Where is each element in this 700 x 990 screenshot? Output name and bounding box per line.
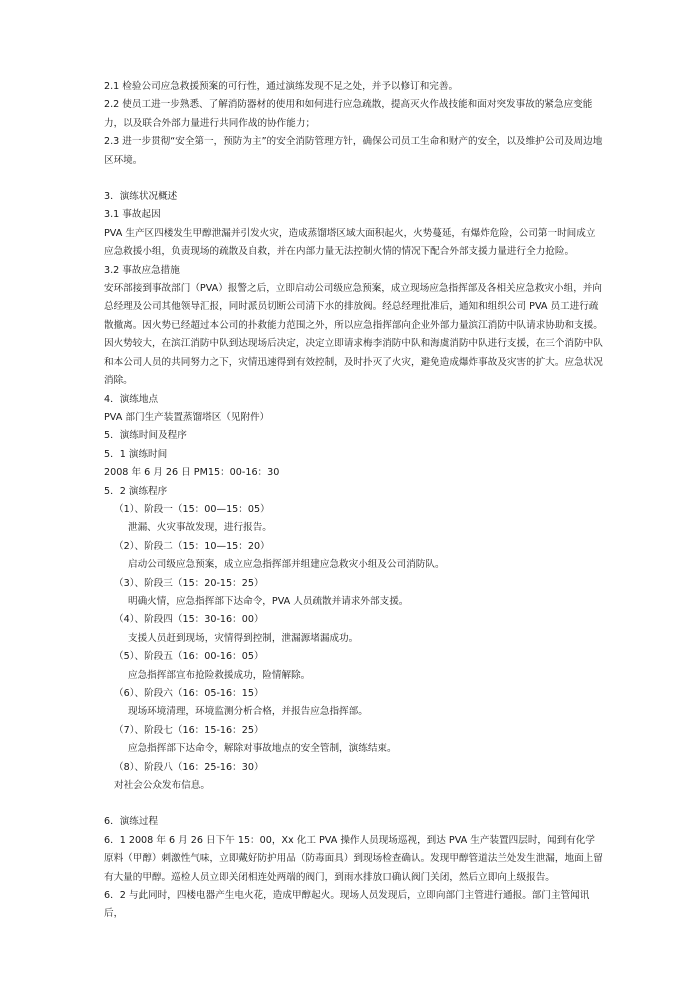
paragraph: 6．演练过程 [104,816,159,828]
list-item-detail: 应急指挥部宣布抢险救援成功，险情解除。 [128,669,311,681]
paragraph: 5．2 演练程序 [104,485,168,497]
spacer [104,170,604,188]
paragraph: PVA 生产区四楼发生甲醇泄漏并引发火灾，造成蒸馏塔区域大面积起火，火势蔓延，有爆炸危险，公司第一时间成立应急救援小组，负责现场的疏散及自救，并在内部力量无法控制火情的情况下配合外部支援力量进行全力抢险。 [104,227,596,258]
list-item-detail: 启动公司级应急预案，成立应急指挥部并组建应急救灾小组及公司消防队。 [128,559,445,571]
list-item-heading: （7）、阶段七（16：15-16：25） [114,724,264,736]
spacer [104,795,604,813]
list-item-heading: （2）、阶段二（15：10—15：20） [114,540,270,552]
list-item-heading: （5）、阶段五（16：00-16：05） [114,651,264,663]
paragraph: 4．演练地点 [104,393,159,405]
paragraph: 2.1 检验公司应急救援预案的可行性，通过演练发现不足之处，并予以修订和完善。 [104,81,459,92]
list-item-detail: 支援人员赶到现场，灾情得到控制，泄漏源堵漏成功。 [128,632,359,644]
document-body [104,78,604,924]
paragraph: 6．1 2008 年 6 月 26 日下午 15：00，Xx 化工 PVA 操作人员现场巡视，到达 PVA 生产装置四层时，闻到有化学原料（甲醇）刺激性气味，立即戴好防护用品（防毒面具）到现场检查确认。发现甲醇管道法兰处发生泄漏，地面上留有大量的甲醇。巡检人员立即关闭相连处两端的阀门，到雨水排放口确认阀门关闭，然后立即向上级报告。 [104,834,603,883]
list-item-detail: 明确火情，应急指挥部下达命令，PVA 人员疏散并请求外部支援。 [128,595,409,607]
paragraph: 2008 年 6 月 26 日 PM15：00-16：30 [104,467,280,479]
list-item-heading: （6）、阶段六（16：05-16：15） [114,688,264,699]
paragraph: 3．演练状况概述 [104,191,178,203]
list-item-heading: （8）、阶段八（16：25-16：30） [114,761,264,773]
paragraph: 2.3 进一步贯彻“安全第一，预防为主”的安全消防管理方针，确保公司员工生命和财产的安全，以及维护公司及周边地区环境。 [104,136,603,166]
paragraph: 3.2 事故应急措施 [104,264,180,276]
list-item-heading: （1）、阶段一（15：00—15：05） [114,503,270,515]
list-item-detail: 应急指挥部下达命令，解除对事故地点的安全管制，演练结束。 [128,743,397,755]
paragraph: 5．1 演练时间 [104,448,168,460]
list-item-heading: （3）、阶段三（15：20-15：25） [114,577,264,589]
paragraph: 6．2 与此同时，四楼电器产生电火花，造成甲醇起火。现场人员发现后，立即向部门主管进行通报。部门主管闻讯后， [104,890,590,920]
list-item-heading: （4）、阶段四（15：30-16：00） [114,614,264,626]
paragraph: PVA 部门生产装置蒸馏塔区（见附件） [104,411,270,423]
paragraph: 安环部接到事故部门（PVA）报警之后，立即启动公司级应急预案，成立现场应急指挥部及各相关应急救灾小组，并向总经理及公司其他领导汇报，同时派员切断公司清下水的排放阀。经总经理批准后，通知和组织公司 PVA 员工进行疏散撤离。因火势已经超过本公司的扑救能力范围之外，所以应急指挥部向企业外部力量滨江消防中队请求协助和支援。因火势较大，在滨江消防中队到达现场后决定，决定立即请求梅李消防中队和海虞消防中队进行支援，在三个消防中队和本公司人员的共同努力之下，灾情迅速得到有效控制，及时扑灭了火灾，避免造成爆炸事故及灾害的扩大。应急状况消除。 [104,283,603,387]
paragraph: 3.1 事故起因 [104,209,161,221]
paragraph: 5．演练时间及程序 [104,430,187,442]
list-item-detail: 现场环境清理，环境监测分析合格，并报告应急指挥部。 [128,706,368,718]
list-item-detail: 泄漏、火灾事故发现，进行报告。 [128,522,272,534]
paragraph: 2.2 使员工进一步熟悉、了解消防器材的使用和如何进行应急疏散，提高灭火作战技能和面对突发事故的紧急应变能力，以及联合外部力量进行共同作战的协作能力； [104,99,593,129]
list-item-heading: 对社会公众发布信息。 [114,780,210,792]
